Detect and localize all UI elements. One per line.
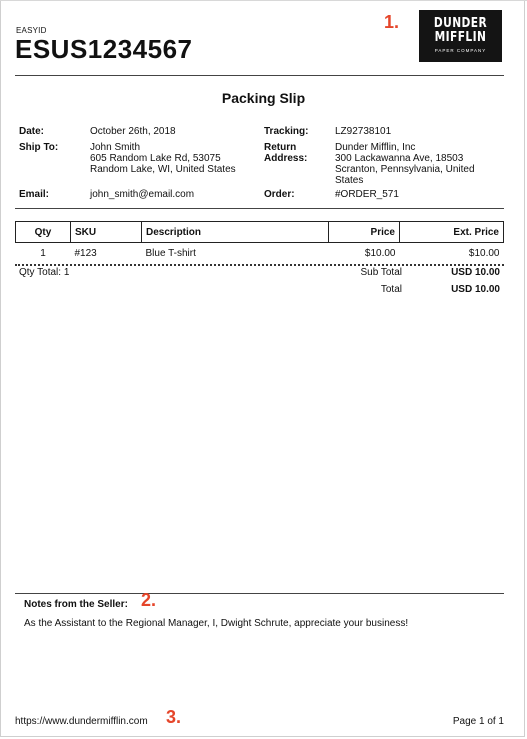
row-sku: #123: [74, 247, 97, 259]
ship-to-city: Random Lake, WI, United States: [90, 164, 236, 175]
logo-line-3: PAPER COMPANY: [434, 48, 487, 53]
logo-line-1: DUNDER: [433, 16, 488, 31]
logo-line-2: MIFFLIN: [434, 30, 487, 45]
email-value: john_smith@email.com: [90, 189, 195, 200]
return-line-4: States: [335, 175, 364, 186]
return-address-label-line1: Return: [264, 142, 297, 153]
subtotal-label: Sub Total: [360, 267, 402, 278]
return-line-2: 300 Lackawanna Ave, 18503: [335, 153, 464, 164]
date-label: Date:: [19, 126, 45, 137]
ship-to-street: 605 Random Lake Rd, 53075: [90, 153, 221, 164]
date-value: October 26th, 2018: [90, 126, 176, 137]
page-title: Packing Slip: [221, 90, 306, 106]
easyid-label: EASYID: [16, 26, 47, 35]
marker-2: 2.: [141, 590, 157, 610]
col-price: Price: [329, 222, 400, 243]
order-label: Order:: [264, 189, 295, 200]
dotted-divider: [15, 264, 504, 266]
ship-to-label: Ship To:: [19, 142, 59, 153]
total-value: USD 10.00: [451, 284, 500, 295]
details-divider: [15, 208, 504, 209]
tracking-label: Tracking:: [264, 126, 309, 137]
table-row: [16, 243, 504, 264]
row-ext-price: $10.00: [468, 247, 500, 259]
dunder-mifflin-logo: [419, 10, 502, 62]
row-description: Blue T-shirt: [145, 247, 196, 259]
page-number: Page 1 of 1: [452, 716, 504, 727]
col-qty: Qty: [16, 222, 71, 243]
row-price: $10.00: [364, 247, 396, 259]
row-qty: 1: [40, 247, 46, 259]
return-line-3: Scranton, Pennsylvania, United: [335, 164, 475, 175]
subtotal-value: USD 10.00: [451, 267, 500, 278]
qty-total: Qty Total: 1: [19, 267, 70, 278]
return-line-1: Dunder Mifflin, Inc: [335, 142, 416, 153]
col-ext-price: Ext. Price: [400, 222, 504, 243]
easyid-value: ESUS1234567: [15, 34, 193, 64]
order-value: #ORDER_571: [335, 189, 399, 200]
notes-divider: [15, 593, 504, 594]
notes-text: As the Assistant to the Regional Manager, I, Dwight Schrute, appreciate your business!: [24, 618, 409, 629]
header-divider: [15, 75, 504, 76]
notes-title: Notes from the Seller:: [24, 599, 128, 610]
marker-1: 1.: [384, 12, 400, 32]
table-header-row: [16, 222, 504, 243]
tracking-value: LZ92738101: [335, 126, 392, 137]
marker-3: 3.: [166, 707, 182, 727]
total-label: Total: [380, 284, 402, 295]
col-description: Description: [142, 222, 329, 243]
return-address-label-line2: Address:: [264, 153, 308, 164]
top-border: [0, 0, 527, 1]
items-table: [15, 221, 504, 263]
ship-to-name: John Smith: [90, 142, 141, 153]
col-sku: SKU: [71, 222, 142, 243]
email-label: Email:: [19, 189, 50, 200]
footer-url-link[interactable]: https://www.dundermifflin.com: [15, 716, 148, 727]
